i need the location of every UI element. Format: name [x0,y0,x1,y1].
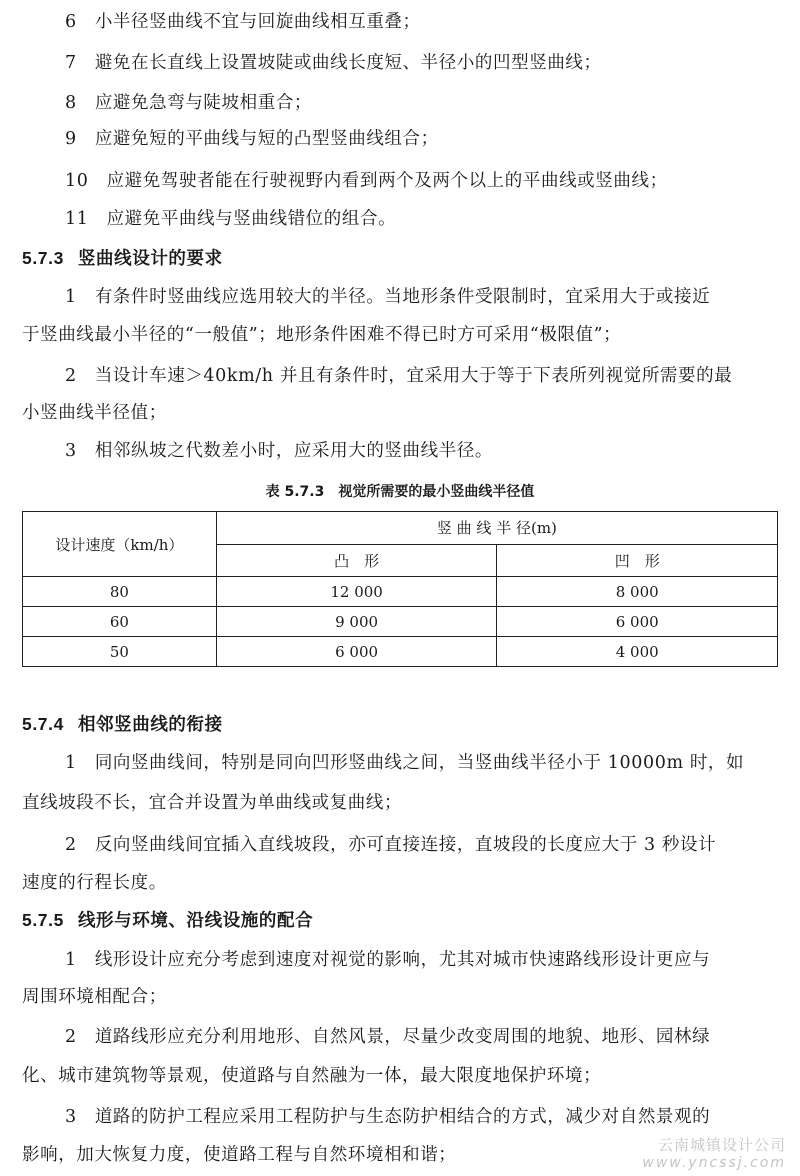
speed-cell: 80 [23,577,217,607]
concave-cell: 8 000 [497,577,778,607]
paragraph-line: 3 道路的防护工程应采用工程防护与生态防护相结合的方式，减少对自然景观的 [65,1107,711,1127]
section-title: 竖曲线设计的要求 [77,249,223,269]
convex-header: 凸 形 [216,544,497,577]
radius-header: 竖 曲 线 半 径(m) [216,512,777,545]
watermark-name: 云南城镇设计公司 [657,1136,786,1154]
table-row [23,637,778,667]
paragraph-line: 2 当设计车速＞40km/h 并且有条件时，宜采用大于等于下表所列视觉所需要的最 [65,366,733,386]
section-title: 相邻竖曲线的衔接 [77,715,223,735]
list-item: 7 避免在长直线上设置坡陡或曲线长度短、半径小的凹型竖曲线； [65,53,602,73]
section-title: 线形与环境、沿线设施的配合 [77,911,314,931]
watermark-url: www.yncssj.com [642,1155,786,1171]
convex-cell: 9 000 [216,607,497,637]
convex-cell: 6 000 [216,637,497,667]
convex-cell: 12 000 [216,577,497,607]
section-number: 5.7.3 [22,248,64,268]
speed-cell: 60 [23,607,217,637]
list-item: 8 应避免急弯与陡坡相重合； [65,93,313,113]
section-heading-5-7-3 [22,247,223,270]
list-item: 10 应避免驾驶者能在行驶视野内看到两个及两个以上的平曲线或竖曲线； [65,171,668,191]
watermark [642,1136,786,1172]
concave-cell: 4 000 [497,637,778,667]
list-item: 11 应避免平曲线与竖曲线错位的组合。 [65,209,397,229]
speed-cell: 50 [23,637,217,667]
section-heading-5-7-5 [22,909,313,932]
section-number: 5.7.5 [22,910,64,930]
paragraph-line: 1 同向竖曲线间，特别是同向凹形竖曲线之间，当竖曲线半径小于 10000m 时，如 [65,753,745,773]
paragraph-line: 1 线形设计应充分考虑到速度对视觉的影响，尤其对城市快速路线形设计更应与 [65,950,711,970]
paragraph-line: 速度的行程长度。 [22,873,167,893]
section-heading-5-7-4 [22,713,223,736]
list-item: 6 小半径竖曲线不宜与回旋曲线相互重叠； [65,12,421,32]
paragraph-line: 于竖曲线最小半径的“一般值”；地形条件困难不得已时方可采用“极限值”； [22,325,622,345]
table-row [23,607,778,637]
radius-table [22,511,778,667]
paragraph-line: 化、城市建筑物等景观，使道路与自然融为一体，最大限度地保护环境； [22,1066,602,1086]
paragraph-line: 影响，加大恢复力度，使道路工程与自然环境相和谐； [22,1145,457,1165]
paragraph-line: 3 相邻纵坡之代数差小时，应采用大的竖曲线半径。 [65,441,494,461]
table-caption: 表 5.7.3 视觉所需要的最小竖曲线半径值 [265,484,535,500]
paragraph-line: 直线坡段不长，宜合并设置为单曲线或复曲线； [22,793,403,813]
section-number: 5.7.4 [22,714,64,734]
table-row [23,577,778,607]
paragraph-line: 1 有条件时竖曲线应选用较大的半径。当地形条件受限制时，宜采用大于或接近 [65,287,711,307]
concave-cell: 6 000 [497,607,778,637]
list-item: 9 应避免短的平曲线与短的凸型竖曲线组合； [65,129,439,149]
paragraph-line: 周围环境相配合； [22,987,167,1007]
paragraph-line: 小竖曲线半径值； [22,403,167,423]
paragraph-line: 2 反向竖曲线间宜插入直线坡段，亦可直接连接，直坡段的长度应大于 3 秒设计 [65,835,717,855]
concave-header: 凹 形 [497,544,778,577]
speed-header: 设计速度（km/h） [23,512,217,577]
paragraph-line: 2 道路线形应充分利用地形、自然风景，尽量少改变周围的地貌、地形、园林绿 [65,1027,711,1047]
